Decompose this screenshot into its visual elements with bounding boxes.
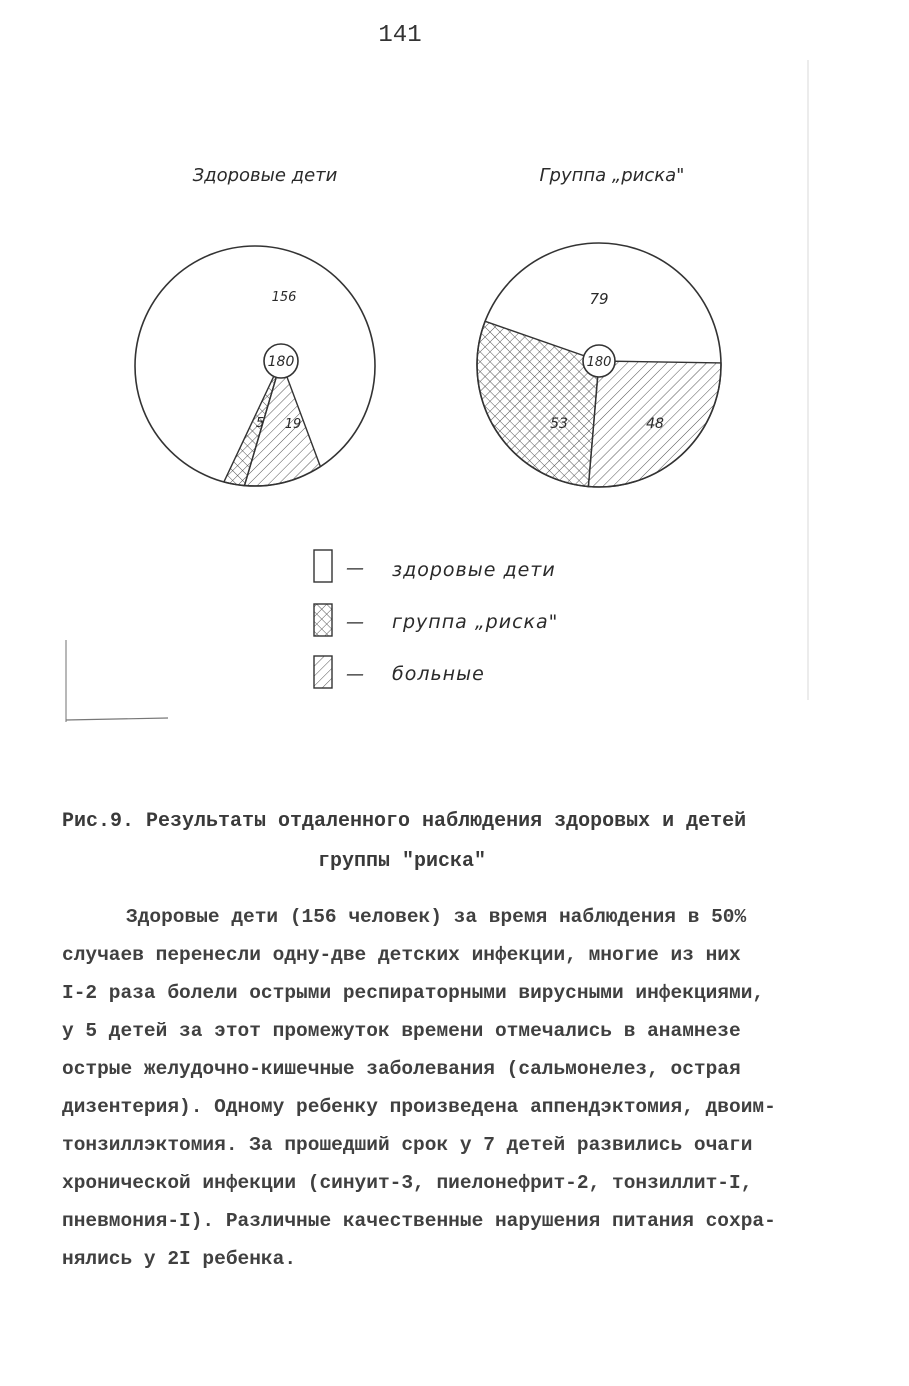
right-pie-label-healthy: 79 [589,290,609,308]
right-pie [477,243,721,487]
figure-caption-line-2: группы "риска" [318,850,487,873]
figure-caption-line-1: Рис.9. Результаты отдаленного наблюдения здоровых и детей [62,810,747,833]
left-pie [135,246,375,486]
legend-swatch-blank [314,550,332,582]
body-line: пневмония-I). Различные качественные нарушения питания сохра- [62,1210,776,1232]
left-pie-label-sick: 19 [284,417,302,432]
body-line: тонзиллэктомия. За прошедший срок у 7 детей развились очаги [62,1134,753,1156]
legend-dash: — [346,558,364,579]
body-line: нялись у 2I ребенка. [62,1248,297,1270]
right-pie-title: Группа „риска" [539,165,685,186]
right-pie-label-risk: 53 [550,416,568,432]
body-line: хронической инфекции (синуит-3, пиелонефрит-2, тонзиллит-I, [62,1172,753,1194]
left-pie-label-healthy: 156 [271,290,297,305]
body-line: острые желудочно-кишечные заболевания (сальмонелез, острая [62,1058,741,1080]
legend-label-healthy: здоровые дети [392,559,556,581]
body-line: I-2 раза болели острыми респираторными вирусными инфекциями, [62,982,765,1004]
page-number: 141 [378,22,422,49]
legend-dash: — [346,612,364,633]
legend-label-sick: больные [392,663,485,685]
right-pie-label-sick: 48 [646,416,664,432]
body-line: дизентерия). Одному ребенку произведена аппендэктомия, двоим- [62,1096,776,1118]
body-line: случаев перенесли одну-две детских инфекции, многие из них [62,944,741,966]
left-pie-label-risk: 5 [255,416,265,431]
legend-label-risk: группа „риска" [392,611,559,633]
left-pie-center-label: 180 [267,354,295,370]
left-pie-title: Здоровые дети [192,165,338,186]
body-line: у 5 детей за этот промежуток времени отмечались в анамнезе [62,1020,741,1042]
legend-swatch-hatch [314,656,332,688]
right-pie-center-label: 180 [586,355,612,370]
frame-line-bottom [66,718,168,720]
legend-swatch-crosshatch [314,604,332,636]
legend [314,550,558,688]
body-line: Здоровые дети (156 человек) за время наблюдения в 50% [126,906,747,928]
legend-dash: — [346,664,364,685]
body-paragraph [62,898,852,1278]
